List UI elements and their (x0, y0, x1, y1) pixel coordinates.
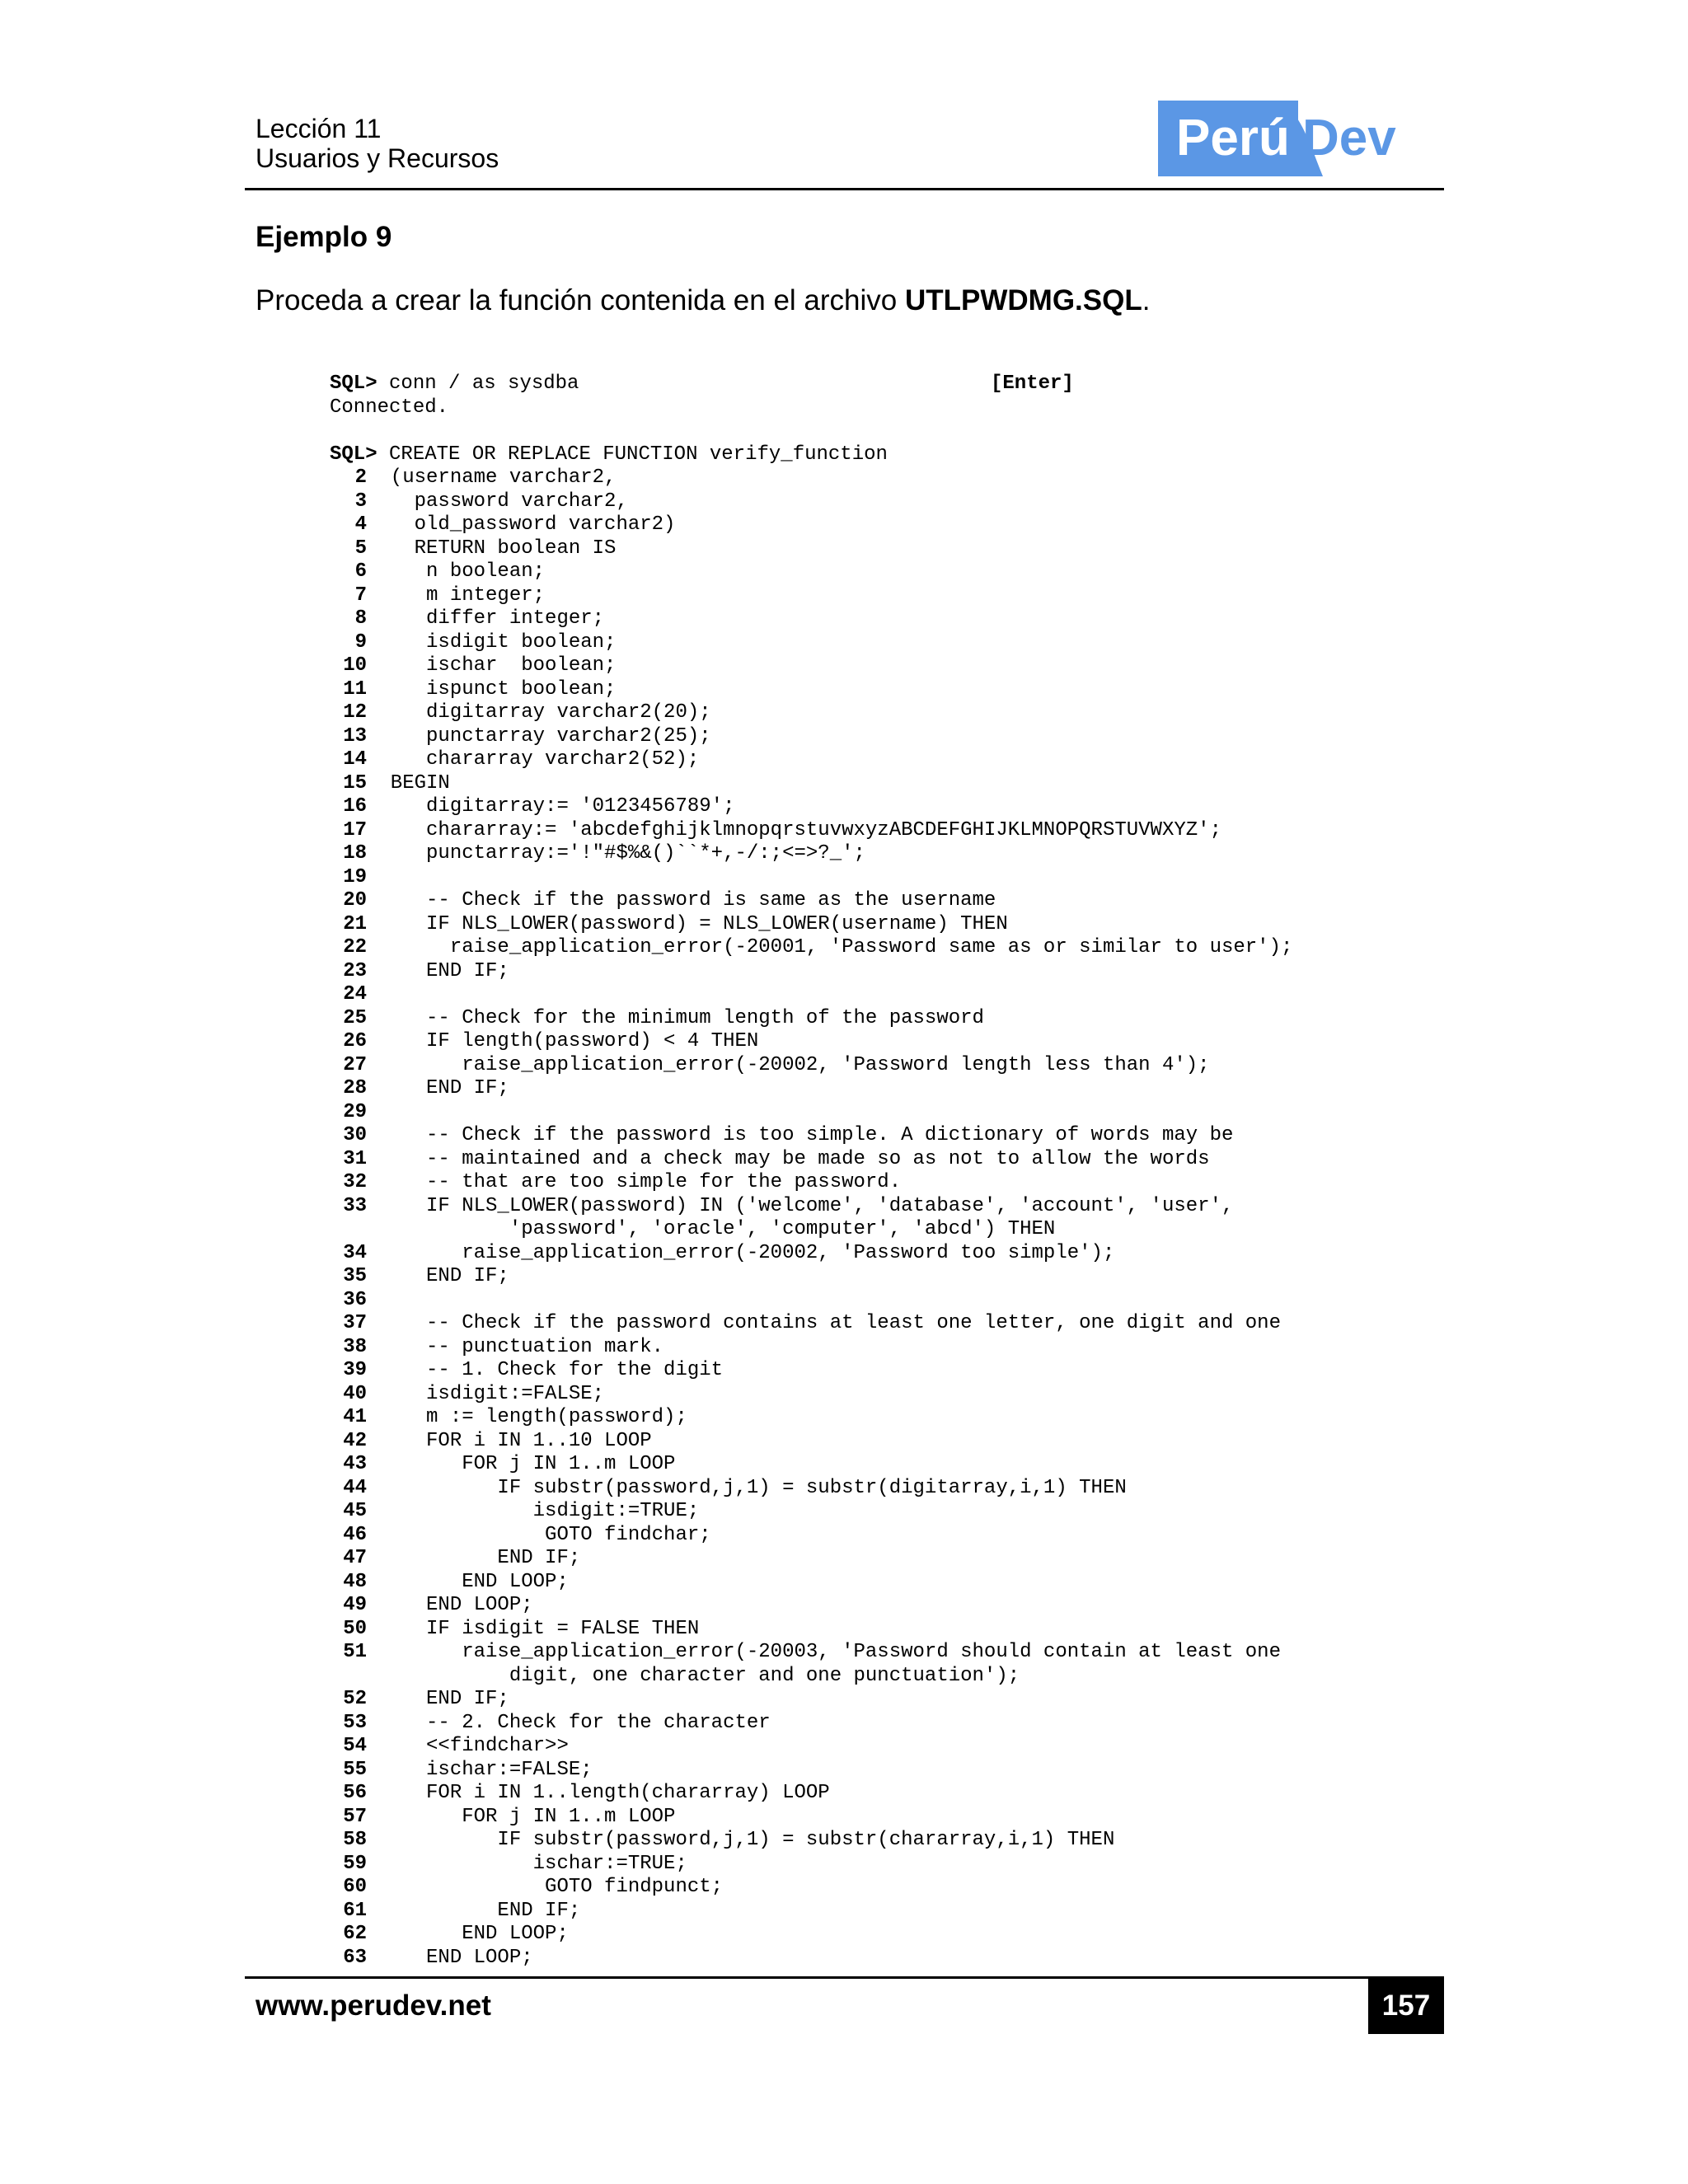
code-line (330, 889, 1401, 913)
enter-key-label: [Enter] (991, 373, 1074, 395)
instruction-filename: UTLPWDMG.SQL (904, 284, 1142, 316)
numbered-code-lines (330, 466, 1401, 1970)
code-text: GOTO findchar; (367, 1523, 711, 1546)
code-line (330, 1806, 1401, 1830)
code-line (330, 725, 1401, 749)
line-number: 19 (343, 865, 367, 888)
code-text: n boolean; (367, 560, 546, 583)
code-text: END IF; (367, 1547, 581, 1569)
code-line (330, 1477, 1401, 1501)
line-number: 40 (343, 1382, 367, 1405)
code-line (330, 936, 1401, 960)
code-line (330, 1007, 1401, 1031)
instruction-suffix: . (1142, 284, 1151, 316)
code-text: -- punctuation mark. (367, 1335, 664, 1358)
code-text: GOTO findpunct; (367, 1876, 724, 1898)
line-number: 15 (343, 771, 367, 794)
line-number: 16 (343, 795, 367, 818)
code-text: END IF; (367, 1077, 509, 1099)
code-line (330, 373, 1401, 396)
code-line (330, 748, 1401, 772)
line-number: 26 (343, 1030, 367, 1052)
code-line (330, 866, 1401, 890)
code-line (330, 1594, 1401, 1618)
code-text: END IF; (367, 1899, 581, 1922)
code-line (330, 1547, 1401, 1571)
line-number: 59 (343, 1852, 367, 1875)
code-text: END LOOP; (367, 1946, 533, 1969)
line-number: 62 (343, 1923, 367, 1945)
line-number: 23 (343, 959, 367, 982)
header-divider (245, 188, 1444, 190)
instruction-body: Proceda a crear la función contenida en el archivo (256, 284, 905, 316)
code-line (330, 1688, 1401, 1712)
code-text: -- Check for the minimum length of the password (367, 1006, 984, 1029)
code-line (330, 396, 1401, 420)
code-text: (username varchar2, (367, 466, 617, 489)
line-number: 5 (354, 537, 367, 560)
line-number: 57 (343, 1805, 367, 1828)
line-number: 21 (343, 912, 367, 935)
code-line (330, 1735, 1401, 1759)
line-number: 38 (343, 1335, 367, 1358)
line-number: 2 (354, 466, 367, 489)
line-number: 55 (343, 1758, 367, 1781)
code-text: -- Check if the password is same as the username (367, 889, 996, 912)
code-line (330, 654, 1401, 678)
code-line (330, 1030, 1401, 1054)
line-number: 17 (343, 818, 367, 841)
code-text: ischar:=TRUE; (367, 1852, 687, 1875)
code-line (330, 1782, 1401, 1806)
sql-prompt: SQL> (330, 373, 377, 395)
code-line (330, 466, 1401, 490)
line-number: 25 (343, 1006, 367, 1029)
code-text: -- Check if the password is too simple. A dictionary of words may be (367, 1124, 1234, 1146)
code-line (330, 607, 1401, 631)
line-number: 49 (343, 1594, 367, 1616)
logo-text-dev: Dev (1302, 110, 1396, 166)
line-number: 31 (343, 1147, 367, 1170)
sql-prompt: SQL> (330, 443, 377, 466)
code-text: m := length(password); (367, 1406, 687, 1428)
line-number: 9 (354, 630, 367, 654)
code-text: digit, one character and one punctuation'); (367, 1664, 1020, 1687)
code-line (330, 983, 1401, 1007)
line-number: 34 (343, 1241, 367, 1264)
code-line (330, 819, 1401, 843)
code-line (330, 913, 1401, 937)
code-text: END LOOP; (367, 1923, 569, 1945)
code-text: IF length(password) < 4 THEN (367, 1030, 759, 1052)
line-number: 3 (354, 490, 367, 513)
code-line (330, 584, 1401, 608)
code-text: raise_application_error(-20002, 'Password too simple'); (367, 1241, 1115, 1264)
line-number: 63 (343, 1946, 367, 1969)
line-number: 14 (343, 748, 367, 771)
code-text: IF NLS_LOWER(password) IN ('welcome', 'database', 'account', 'user', (367, 1194, 1234, 1217)
line-number: 50 (343, 1617, 367, 1640)
line-number: 56 (343, 1782, 367, 1804)
code-line (330, 701, 1401, 725)
code-text: ischar:=FALSE; (367, 1758, 593, 1781)
code-text: RETURN boolean IS (367, 537, 617, 560)
code-text: ispunct boolean; (367, 677, 617, 701)
code-line (330, 1171, 1401, 1195)
code-text: <<findchar>> (367, 1735, 569, 1757)
line-number: 12 (343, 701, 367, 724)
code-line (330, 1359, 1401, 1383)
line-number: 47 (343, 1547, 367, 1569)
code-line (330, 1312, 1401, 1336)
code-line (330, 678, 1401, 702)
code-line (330, 1923, 1401, 1947)
code-text: isdigit boolean; (367, 630, 617, 654)
line-number: 11 (343, 677, 367, 701)
line-number: 36 (343, 1288, 367, 1311)
code-text: punctarray varchar2(25); (367, 724, 711, 748)
code-line (330, 1101, 1401, 1125)
line-number: 52 (343, 1688, 367, 1710)
code-text: punctarray:='!"#$%&()``*+,-/:;<=>?_'; (367, 842, 865, 865)
line-number: 37 (343, 1312, 367, 1334)
code-line (330, 1712, 1401, 1736)
line-number: 39 (343, 1359, 367, 1381)
code-text: isdigit:=FALSE; (367, 1382, 605, 1405)
code-line (330, 1853, 1401, 1877)
code-text: -- that are too simple for the password. (367, 1171, 902, 1193)
line-number: 48 (343, 1570, 367, 1593)
code-text: password varchar2, (367, 490, 628, 513)
code-text: END LOOP; (367, 1570, 569, 1593)
code-text: IF substr(password,j,1) = substr(digitarray,i,1) THEN (367, 1476, 1127, 1499)
code-line (330, 1500, 1401, 1524)
line-number: 46 (343, 1523, 367, 1546)
code-text: old_password varchar2) (367, 513, 676, 536)
code-text: raise_application_error(-20003, 'Password should contain at least one (367, 1641, 1281, 1663)
page-number: 157 (1368, 1978, 1444, 2034)
code-text: IF substr(password,j,1) = substr(chararray,i,1) THEN (367, 1829, 1115, 1851)
line-number: 43 (343, 1453, 367, 1475)
code-text: digitarray varchar2(20); (367, 701, 711, 724)
code-line (330, 1876, 1401, 1900)
line-number: 27 (343, 1053, 367, 1076)
code-text: ischar boolean; (367, 654, 617, 677)
code-text: FOR i IN 1..length(chararray) LOOP (367, 1782, 830, 1804)
line-number: 22 (343, 936, 367, 958)
line-number: 53 (343, 1711, 367, 1734)
code-text: differ integer; (367, 607, 605, 630)
code-line (330, 1383, 1401, 1407)
code-line (330, 960, 1401, 984)
line-number: 18 (343, 842, 367, 865)
connected-output: Connected. (330, 396, 449, 419)
code-text: isdigit:=TRUE; (367, 1500, 700, 1522)
connect-command: conn / as sysdba (377, 373, 579, 395)
code-text: chararray:= 'abcdefghijklmnopqrstuvwxyzABCDEFGHIJKLMNOPQRSTUVWXYZ'; (367, 818, 1221, 841)
code-text: END LOOP; (367, 1594, 533, 1616)
code-line (330, 1571, 1401, 1595)
code-text: digitarray:= '0123456789'; (367, 795, 735, 818)
code-text: raise_application_error(-20001, 'Password same as or similar to user'); (367, 936, 1293, 958)
instruction-text (256, 284, 1150, 318)
line-number: 35 (343, 1265, 367, 1287)
code-line (330, 1947, 1401, 1971)
code-line (330, 1148, 1401, 1172)
line-number: 41 (343, 1406, 367, 1428)
line-number: 4 (354, 513, 367, 536)
line-number: 20 (343, 889, 367, 912)
line-number: 61 (343, 1899, 367, 1922)
line-number: 45 (343, 1500, 367, 1522)
code-line (330, 513, 1401, 537)
code-spacer (330, 419, 1401, 443)
code-line (330, 560, 1401, 584)
code-listing (330, 373, 1401, 1970)
code-line (330, 1430, 1401, 1454)
code-text: 'password', 'oracle', 'computer', 'abcd') THEN (367, 1218, 1056, 1240)
line-number: 13 (343, 724, 367, 748)
line-number: 10 (343, 654, 367, 677)
code-line (330, 1054, 1401, 1078)
code-line (330, 537, 1401, 561)
topic-label: Usuarios y Recursos (256, 143, 499, 173)
code-text: -- 1. Check for the digit (367, 1359, 724, 1381)
code-text: m integer; (367, 583, 546, 607)
code-line (330, 1406, 1401, 1430)
footer-divider (245, 1976, 1444, 1979)
code-line (330, 1218, 1401, 1242)
line-number: 51 (343, 1641, 367, 1663)
footer-url: www.perudev.net (256, 1990, 491, 2022)
line-number: 29 (343, 1100, 367, 1123)
line-number: 28 (343, 1077, 367, 1099)
code-text: FOR i IN 1..10 LOOP (367, 1429, 652, 1452)
code-line (330, 1759, 1401, 1783)
line-number: 30 (343, 1124, 367, 1146)
code-text: -- maintained and a check may be made so as not to allow the words (367, 1147, 1210, 1170)
code-text: raise_application_error(-20002, 'Password length less than 4'); (367, 1053, 1210, 1076)
code-text: END IF; (367, 1688, 509, 1710)
code-text: -- Check if the password contains at least one letter, one digit and one (367, 1312, 1281, 1334)
create-command: CREATE OR REPLACE FUNCTION verify_function (377, 443, 888, 466)
code-line (330, 1289, 1401, 1313)
code-line (330, 490, 1401, 514)
code-text: FOR j IN 1..m LOOP (367, 1805, 676, 1828)
line-number: 42 (343, 1429, 367, 1452)
code-text: END IF; (367, 1265, 509, 1287)
code-line (330, 1618, 1401, 1642)
code-text: BEGIN (367, 771, 450, 794)
code-line (330, 795, 1401, 819)
code-line (330, 443, 1401, 467)
code-line (330, 772, 1401, 796)
code-line (330, 1641, 1401, 1665)
code-line (330, 1665, 1401, 1689)
code-text: chararray varchar2(52); (367, 748, 700, 771)
line-number: 24 (343, 983, 367, 1005)
code-text: -- 2. Check for the character (367, 1711, 771, 1734)
code-line (330, 1242, 1401, 1266)
code-line (330, 1265, 1401, 1289)
code-text: END IF; (367, 959, 509, 982)
line-number: 7 (354, 583, 367, 607)
code-line (330, 1077, 1401, 1101)
code-line (330, 1524, 1401, 1548)
code-line (330, 1195, 1401, 1219)
lesson-label: Lección 11 (256, 114, 382, 143)
code-line (330, 1900, 1401, 1924)
code-text: FOR j IN 1..m LOOP (367, 1453, 676, 1475)
line-number: 44 (343, 1476, 367, 1499)
line-number: 60 (343, 1876, 367, 1898)
code-line (330, 1124, 1401, 1148)
line-number: 54 (343, 1735, 367, 1757)
code-line (330, 631, 1401, 655)
logo-text-peru: Perú (1176, 110, 1290, 166)
code-line (330, 842, 1401, 866)
perudev-logo (1158, 101, 1430, 179)
code-text: IF isdigit = FALSE THEN (367, 1617, 700, 1640)
line-number: 32 (343, 1171, 367, 1193)
line-number: 6 (354, 560, 367, 583)
line-number: 8 (354, 607, 367, 630)
code-line (330, 1453, 1401, 1477)
section-title: Ejemplo 9 (256, 221, 392, 253)
header-text (256, 114, 499, 173)
code-line (330, 1829, 1401, 1853)
line-number: 33 (343, 1194, 367, 1217)
code-line (330, 1336, 1401, 1360)
code-text: IF NLS_LOWER(password) = NLS_LOWER(username) THEN (367, 912, 1008, 935)
line-number: 58 (343, 1829, 367, 1851)
